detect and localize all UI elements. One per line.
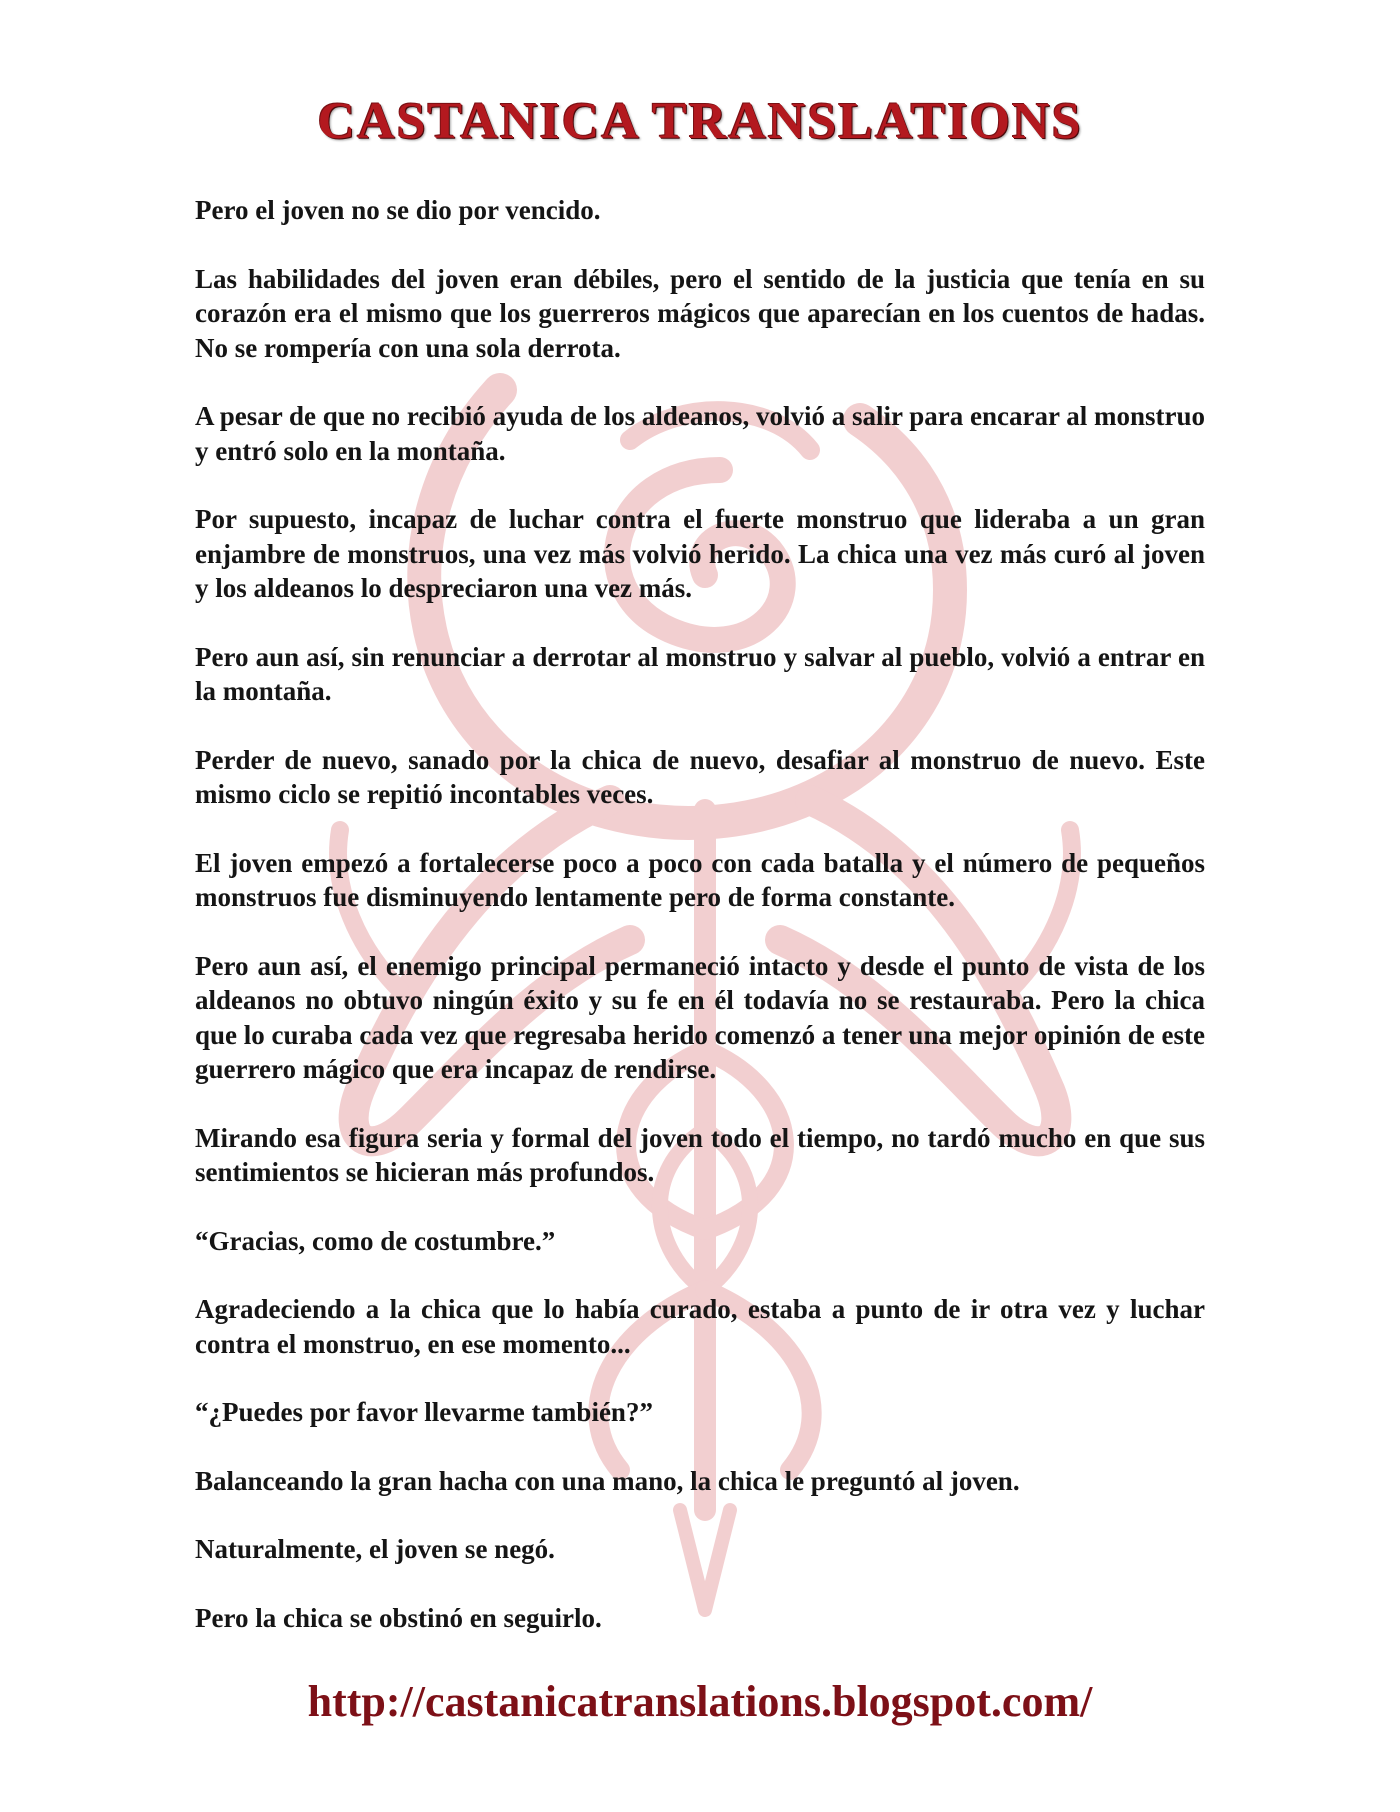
paragraph: Pero la chica se obstinó en seguirlo.	[195, 1602, 602, 1633]
paragraph: “¿Puedes por favor llevarme también?”	[195, 1397, 653, 1427]
paragraph: Pero aun así, el enemigo principal permaneció intacto y desde el punto de vista de los aldeanos no obtuvo ningún éxito y su fe en él todavía no se restauraba. Pero la chica que lo curaba cada vez que regresaba herido comenzó a tener una mejor opinión de este guerrero mágico que era incapaz de rendirse.	[195, 950, 1205, 1084]
paragraph: Perder de nuevo, sanado por la chica de nuevo, desafiar al monstruo de nuevo. Este mismo ciclo se repitió incontables veces.	[195, 744, 1205, 809]
paragraph: “Gracias, como de costumbre.”	[195, 1225, 556, 1256]
paragraph: Mirando esa figura seria y formal del joven todo el tiempo, no tardó mucho en que sus sentimientos se hicieran más profundos.	[195, 1122, 1205, 1187]
document-body	[195, 193, 1205, 1669]
page-header-title: CASTANICA TRANSLATIONS	[317, 93, 1083, 150]
paragraph: Pero aun así, sin renunciar a derrotar al monstruo y salvar al pueblo, volvió a entrar en la montaña.	[195, 641, 1205, 706]
paragraph: Por supuesto, incapaz de luchar contra el fuerte monstruo que lideraba a un gran enjambre de monstruos, una vez más volvió herido. La chica una vez más curó al joven y los aldeanos lo despreciaron una vez más.	[195, 504, 1205, 603]
paragraph: El joven empezó a fortalecerse poco a poco con cada batalla y el número de pequeños monstruos fue disminuyendo lentamente pero de forma constante.	[195, 847, 1205, 912]
paragraph: Pero el joven no se dio por vencido.	[195, 195, 601, 225]
paragraph: Agradeciendo a la chica que lo había curado, estaba a punto de ir otra vez y luchar contra el monstruo, en ese momento...	[195, 1294, 1205, 1359]
paragraph: A pesar de que no recibió ayuda de los aldeanos, volvió a salir para encarar al monstruo y entró solo en la montaña.	[195, 401, 1205, 466]
paragraph: Las habilidades del joven eran débiles, pero el sentido de la justicia que tenía en su corazón era el mismo que los guerreros mágicos que aparecían en los cuentos de hadas. No se rompería con una sola derrota.	[195, 263, 1205, 363]
paragraph: Naturalmente, el joven se negó.	[195, 1534, 555, 1564]
paragraph: Balanceando la gran hacha con una mano, la chica le preguntó al joven.	[195, 1465, 1020, 1496]
footer-url-link[interactable]: http://castanicatranslations.blogspot.com/	[307, 1677, 1093, 1726]
